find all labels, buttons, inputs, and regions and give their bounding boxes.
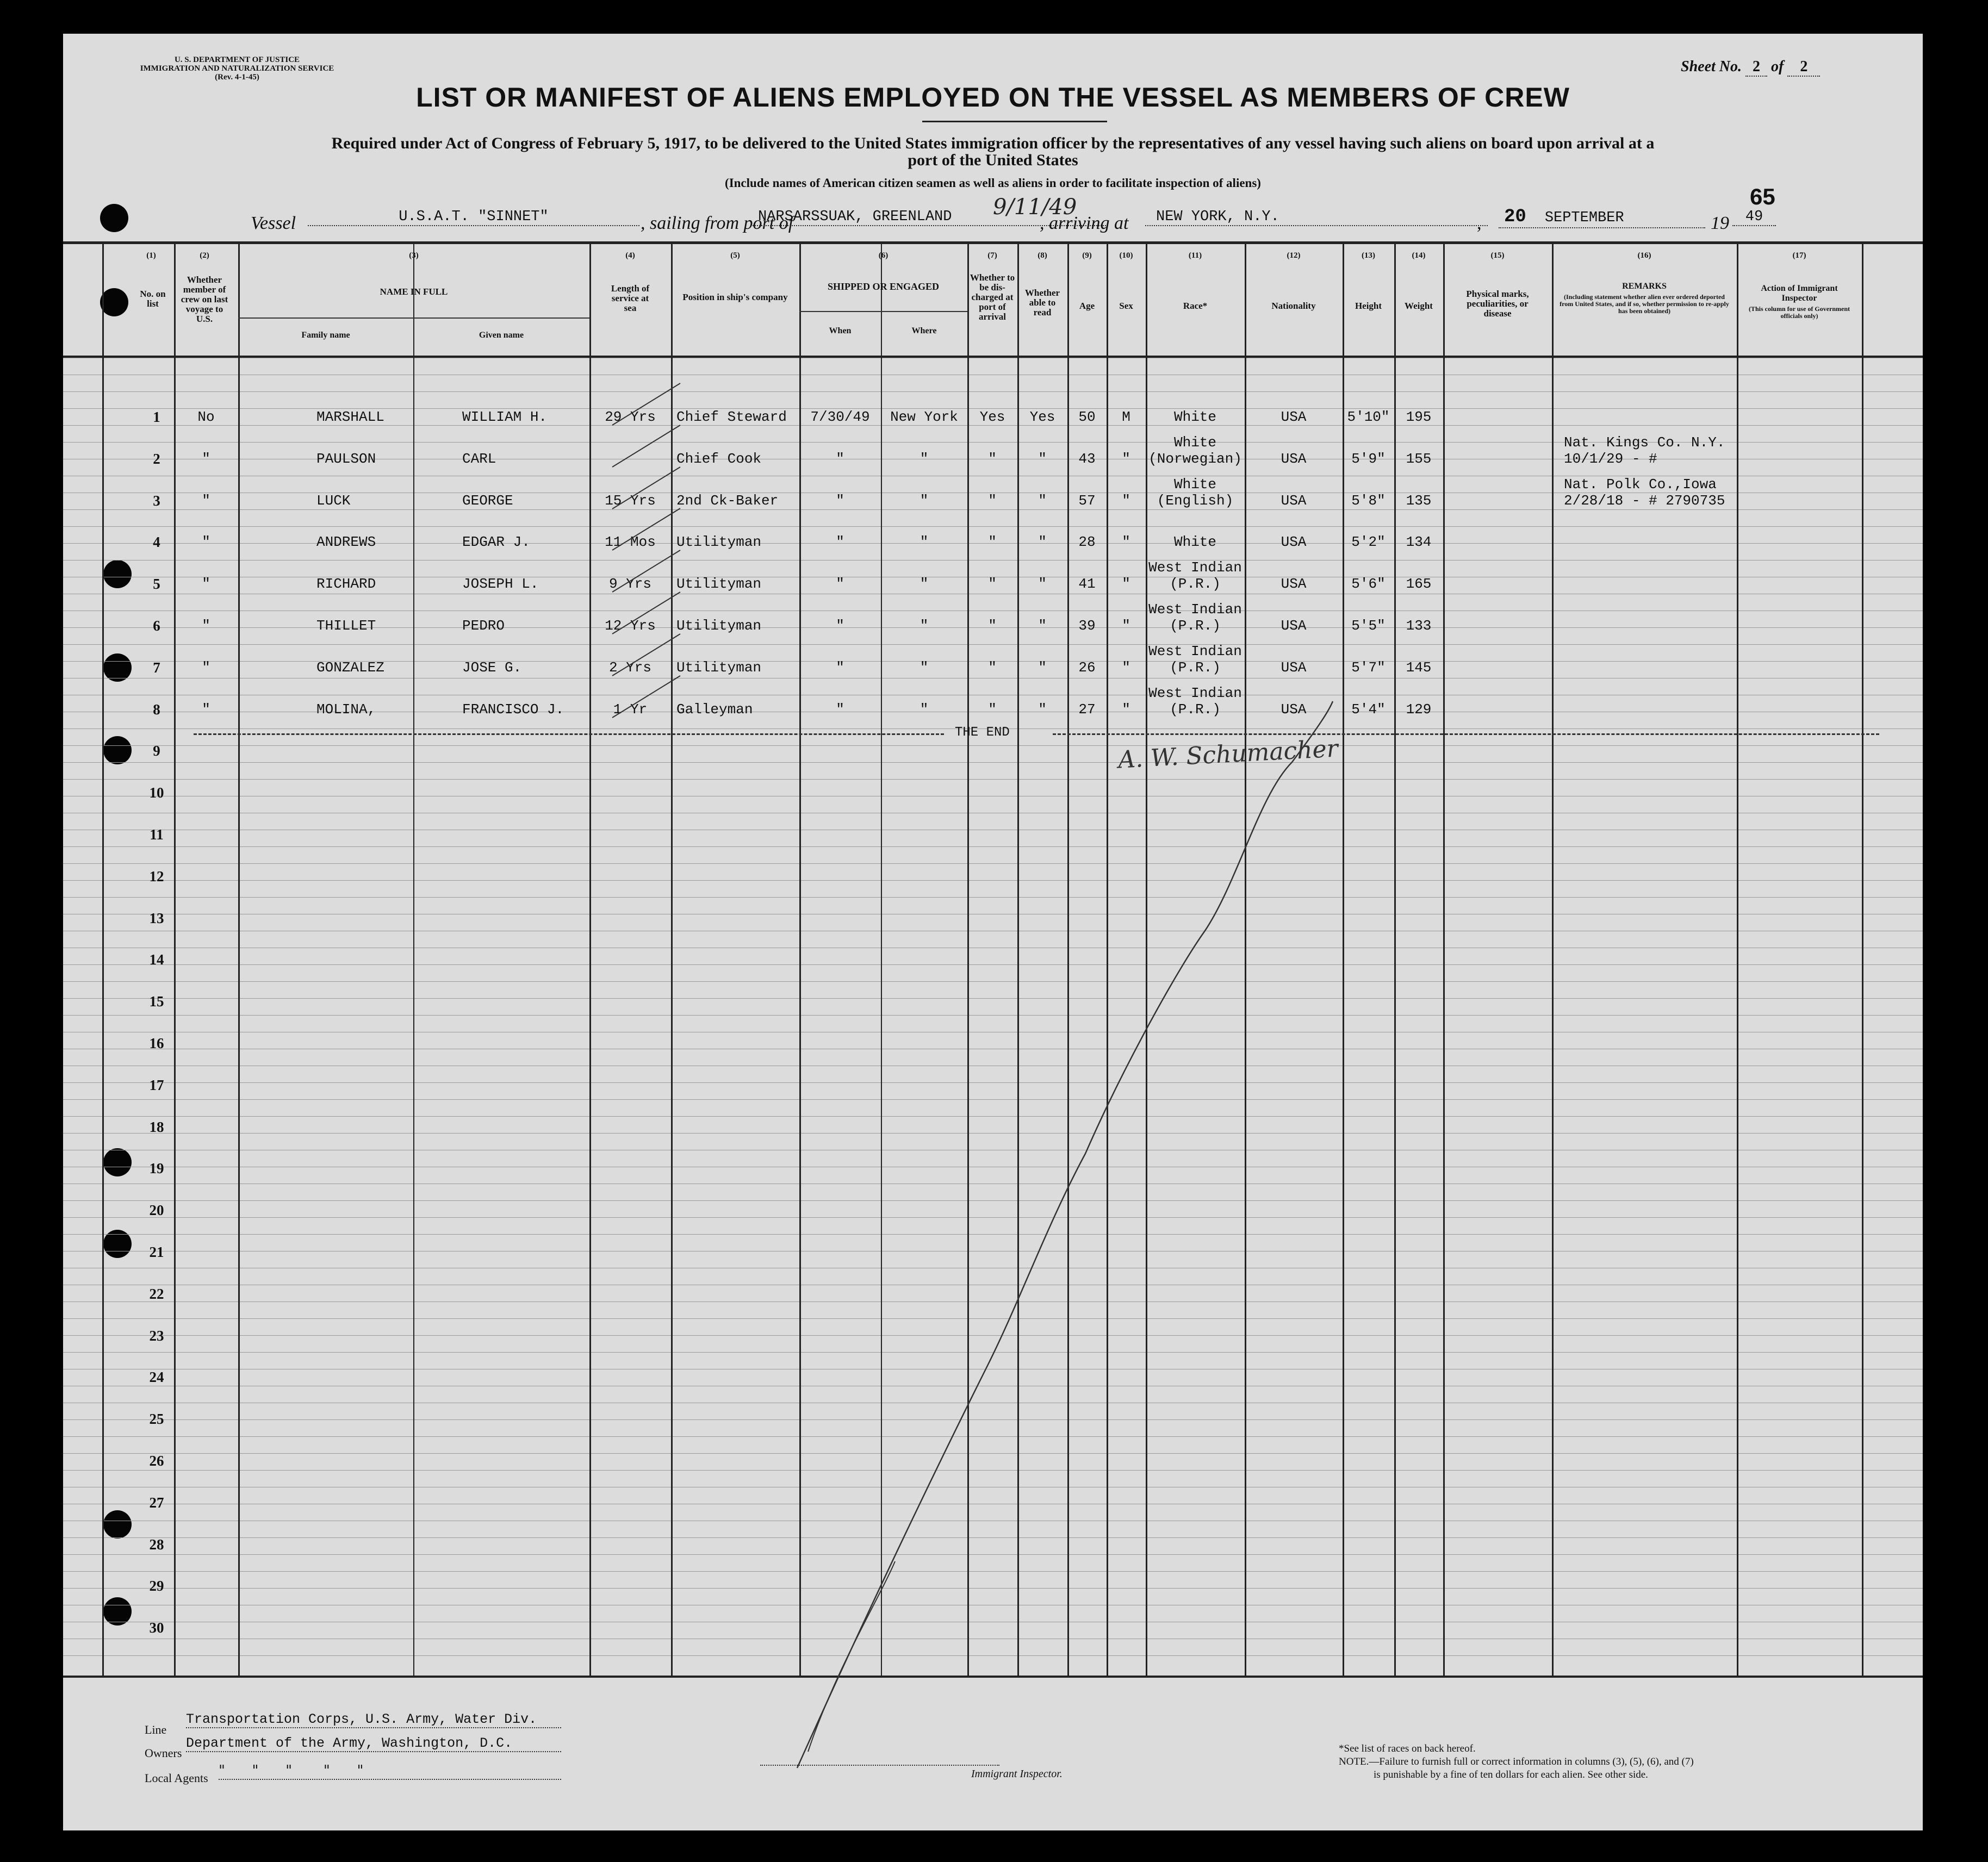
row-number: 19 [149, 1160, 164, 1177]
discharged-cell: " [988, 534, 997, 551]
col12-num: (12) [1287, 251, 1301, 260]
row-number: 1 [153, 409, 160, 425]
col6-num: (6) [878, 251, 889, 260]
agents-value: " " " " " [219, 1763, 561, 1780]
service-length-cell: 29 Yrs [605, 409, 656, 425]
weight-cell: 129 [1406, 701, 1432, 718]
vessel-name: U.S.A.T. "SINNET" [308, 209, 639, 226]
sheet-total-value: 2 [1787, 58, 1820, 77]
race-line-1: West Indian [1148, 601, 1242, 618]
shipped-where-cell: " [920, 534, 929, 551]
col15-header: Physical marks, peculiarities, or disease [1466, 289, 1529, 319]
shipped-when-cell: " [836, 450, 844, 467]
height-cell: 5'6" [1351, 576, 1386, 593]
height-cell: 5'8" [1351, 492, 1386, 509]
nationality-cell: USA [1281, 618, 1307, 634]
where-header: Where [911, 326, 937, 335]
row-number: 29 [149, 1578, 164, 1595]
cancellation-stroke [63, 34, 1923, 1830]
race-line-1: West Indian [1148, 684, 1242, 701]
row-number: 3 [153, 492, 160, 509]
line-label: Line [145, 1723, 167, 1736]
row-number: 8 [153, 701, 160, 718]
position-cell: Galleyman [676, 701, 753, 718]
family-name-cell: GONZALEZ [316, 659, 384, 676]
row-number: 4 [153, 534, 160, 551]
col17-note: (This column for use of Government officials only) [1748, 305, 1850, 320]
row-number: 21 [149, 1244, 164, 1260]
col10-header: Sex [1119, 301, 1133, 311]
handwritten-date: 9/11/49 [993, 195, 1077, 220]
col10-num: (10) [1119, 251, 1133, 260]
col5-header: Position in ship's company [682, 292, 788, 302]
last-voyage-cell: " [202, 618, 210, 634]
weight-cell: 133 [1406, 618, 1432, 634]
inspector-signature: A. W. Schumacher [1117, 734, 1339, 774]
age-cell: 26 [1078, 659, 1096, 676]
race-line-2: (English) [1157, 492, 1234, 509]
height-cell: 5'2" [1351, 534, 1386, 551]
col9-num: (9) [1082, 251, 1092, 260]
row-number: 13 [149, 910, 164, 926]
owners-value: Department of the Army, Washington, D.C. [186, 1735, 561, 1752]
col11-header: Race* [1183, 301, 1208, 311]
nationality-cell: USA [1281, 409, 1307, 425]
the-end-text: THE END [955, 725, 1010, 740]
height-cell: 5'5" [1351, 618, 1386, 634]
col17-num: (17) [1792, 251, 1806, 260]
family-name-cell: THILLET [316, 618, 376, 634]
sex-cell: M [1122, 409, 1130, 425]
row-number: 18 [149, 1118, 164, 1135]
page-number-65: 65 [1750, 184, 1775, 209]
row-number: 2 [153, 450, 160, 467]
sailing-label: , sailing from port of [641, 213, 794, 233]
family-name-cell: MOLINA, [316, 701, 376, 718]
last-voyage-cell: " [202, 450, 210, 467]
col4-num: (4) [625, 251, 635, 260]
shipped-where-cell: " [920, 450, 929, 467]
page-title: LIST OR MANIFEST OF ALIENS EMPLOYED ON THE VESSEL AS MEMBERS OF CREW [416, 82, 1570, 113]
able-to-read-cell: " [1038, 450, 1047, 467]
last-voyage-cell: " [202, 659, 210, 676]
sex-cell: " [1122, 534, 1130, 551]
col16-header: REMARKS [1622, 282, 1667, 291]
arriving-label: , arriving at [1040, 213, 1129, 233]
able-to-read-cell: Yes [1029, 409, 1055, 425]
col9-header: Age [1079, 301, 1095, 311]
race-line-2: (P.R.) [1170, 701, 1221, 718]
family-name-header: Family name [301, 331, 350, 340]
service-length-cell: 11 Mos [605, 534, 656, 551]
weight-cell: 145 [1406, 659, 1432, 676]
weight-cell: 165 [1406, 576, 1432, 593]
discharged-cell: " [988, 576, 997, 593]
to-port: NEW YORK, N.Y. [1145, 209, 1488, 226]
remarks-line-2: 10/1/29 - # [1564, 450, 1657, 467]
shipped-when-cell: " [836, 701, 844, 718]
shipped-when-cell: " [836, 534, 844, 551]
last-voyage-cell: No [197, 409, 215, 425]
col8-header: Whether able to read [1024, 288, 1060, 317]
age-cell: 43 [1078, 450, 1096, 467]
last-voyage-cell: " [202, 576, 210, 593]
able-to-read-cell: " [1038, 659, 1047, 676]
col5-num: (5) [730, 251, 740, 260]
able-to-read-cell: " [1038, 701, 1047, 718]
row-number: 25 [149, 1411, 164, 1428]
race-line-1: West Indian [1148, 559, 1242, 576]
race-line-2: (P.R.) [1170, 576, 1221, 593]
service-length-cell: 9 Yrs [608, 576, 651, 593]
age-cell: 27 [1078, 701, 1096, 718]
given-name-cell: PEDRO [462, 618, 505, 634]
age-cell: 39 [1078, 618, 1096, 634]
family-name-cell: PAULSON [316, 450, 376, 467]
discharged-cell: " [988, 618, 997, 634]
shipped-where-cell: " [920, 618, 929, 634]
nationality-cell: USA [1281, 492, 1307, 509]
agency-line-2: IMMIGRATION AND NATURALIZATION SERVICE [140, 64, 334, 73]
when-header: When [829, 326, 852, 335]
include-notice: (Include names of American citizen seamen as well as aliens in order to facilitate inspection of aliens) [725, 176, 1261, 190]
shipped-where-cell: " [920, 659, 929, 676]
remarks-line-2: 2/28/18 - # 2790735 [1564, 492, 1725, 509]
nationality-cell: USA [1281, 659, 1307, 676]
races-note: *See list of races on back hereof. [1339, 1743, 1476, 1754]
col3-header: NAME IN FULL [380, 287, 448, 297]
row-number: 17 [149, 1076, 164, 1093]
row-number: 23 [149, 1327, 164, 1344]
race-line-1: White [1173, 434, 1216, 451]
able-to-read-cell: " [1038, 534, 1047, 551]
sex-cell: " [1122, 450, 1130, 467]
height-cell: 5'7" [1351, 659, 1386, 676]
discharged-cell: " [988, 492, 997, 509]
nationality-cell: USA [1281, 576, 1307, 593]
sex-cell: " [1122, 576, 1130, 593]
col11-num: (11) [1188, 251, 1202, 260]
shipped-when-cell: 7/30/49 [810, 409, 870, 425]
penalty-note-2: is punishable by a fine of ten dollars for each alien. See other side. [1374, 1769, 1648, 1780]
height-cell: 5'10" [1347, 409, 1390, 425]
family-name-cell: MARSHALL [316, 409, 384, 425]
shipped-where-cell: " [920, 701, 929, 718]
row-number: 24 [149, 1369, 164, 1386]
row-number: 9 [153, 743, 160, 759]
position-cell: Utilityman [676, 618, 762, 634]
arrival-day-value: 20 [1504, 207, 1526, 227]
col3-num: (3) [409, 251, 419, 260]
row-number: 12 [149, 868, 164, 885]
position-cell: Utilityman [676, 659, 762, 676]
remarks-line-1: Nat. Polk Co.,Iowa [1564, 476, 1717, 493]
col1-num: (1) [146, 251, 156, 260]
service-length-cell: 15 Yrs [605, 492, 656, 509]
col1-header: No. on list [140, 289, 166, 309]
position-cell: Chief Cook [676, 450, 762, 467]
age-cell: 50 [1078, 409, 1096, 425]
col15-num: (15) [1490, 251, 1505, 260]
discharged-cell: Yes [979, 409, 1005, 425]
race-line-1: White [1173, 534, 1216, 551]
last-voyage-cell: " [202, 701, 210, 718]
weight-cell: 195 [1406, 409, 1432, 425]
weight-cell: 134 [1406, 534, 1432, 551]
row-number: 15 [149, 993, 164, 1010]
col17-header: Action of Immigrant Inspector [1761, 284, 1838, 303]
remarks-line-1: Nat. Kings Co. N.Y. [1564, 434, 1725, 451]
shipped-when-cell: " [836, 492, 844, 509]
row-number: 20 [149, 1202, 164, 1219]
able-to-read-cell: " [1038, 576, 1047, 593]
owners-label: Owners [145, 1746, 182, 1760]
row-number: 14 [149, 951, 164, 968]
last-voyage-cell: " [202, 492, 210, 509]
service-length-cell: 12 Yrs [605, 618, 656, 634]
height-cell: 5'4" [1351, 701, 1386, 718]
row-number: 16 [149, 1035, 164, 1051]
height-cell: 5'9" [1351, 450, 1386, 467]
col16-note: (Including statement whether alien ever ordered deported from United States, and if so, whether permission to re-apply has been obtained) [1560, 293, 1729, 315]
row-number: 11 [150, 826, 164, 843]
race-line-1: West Indian [1148, 643, 1242, 659]
col14-num: (14) [1412, 251, 1426, 260]
arrival-month-value: SEPTEMBER [1544, 210, 1624, 226]
comma-sep: , [1477, 213, 1482, 233]
form-revision: (Rev. 4-1-45) [215, 73, 259, 82]
agency-line-1: U. S. DEPARTMENT OF JUSTICE [174, 55, 300, 64]
col7-num: (7) [987, 251, 997, 260]
given-name-cell: EDGAR J. [462, 534, 530, 551]
col16-num: (16) [1637, 251, 1651, 260]
nationality-cell: USA [1281, 701, 1307, 718]
shipped-where-cell: " [920, 576, 929, 593]
col2-header: Whether member of crew on last voyage to U.S. [181, 275, 228, 324]
sex-cell: " [1122, 618, 1130, 634]
weight-cell: 155 [1406, 450, 1432, 467]
last-voyage-cell: " [202, 534, 210, 551]
row-number: 26 [149, 1453, 164, 1469]
col14-header: Weight [1405, 301, 1433, 311]
nationality-cell: USA [1281, 450, 1307, 467]
col8-num: (8) [1038, 251, 1047, 260]
sex-cell: " [1122, 659, 1130, 676]
sex-cell: " [1122, 701, 1130, 718]
family-name-cell: ANDREWS [316, 534, 376, 551]
age-cell: 41 [1078, 576, 1096, 593]
given-name-cell: WILLIAM H. [462, 409, 548, 425]
col13-num: (13) [1362, 251, 1375, 260]
shipped-where-cell: " [920, 492, 929, 509]
race-line-1: White [1173, 409, 1216, 425]
from-port: NARSARSSUAK, GREENLAND [753, 209, 1106, 226]
row-number: 6 [153, 618, 160, 634]
row-number: 27 [149, 1494, 164, 1511]
given-name-cell: GEORGE [462, 492, 513, 509]
family-name-cell: LUCK [316, 492, 351, 509]
sex-cell: " [1122, 492, 1130, 509]
col6-header: SHIPPED OR ENGAGED [827, 281, 940, 292]
sheet-no-value: 2 [1745, 58, 1767, 77]
able-to-read-cell: " [1038, 618, 1047, 634]
shipped-when-cell: " [836, 576, 844, 593]
given-name-header: Given name [479, 331, 524, 340]
vessel-label: Vessel [251, 213, 296, 233]
line-value: Transportation Corps, U.S. Army, Water Div. [186, 1711, 561, 1728]
weight-cell: 135 [1406, 492, 1432, 509]
row-number: 7 [153, 659, 160, 676]
race-line-2: (P.R.) [1170, 618, 1221, 634]
shipped-where-cell: New York [890, 409, 958, 425]
given-name-cell: JOSE G. [462, 659, 522, 676]
service-length-cell: 1 Yr [613, 701, 648, 718]
discharged-cell: " [988, 659, 997, 676]
row-number: 10 [149, 784, 164, 801]
year-prefix: 19 [1711, 213, 1729, 233]
discharged-cell: " [988, 701, 997, 718]
shipped-when-cell: " [836, 659, 844, 676]
col13-header: Height [1355, 301, 1382, 311]
family-name-cell: RICHARD [316, 576, 376, 593]
agents-label: Local Agents [145, 1771, 208, 1785]
required-line-2: port of the United States [908, 151, 1078, 169]
service-length-cell: 2 Yrs [608, 659, 651, 676]
position-cell: Chief Steward [676, 409, 787, 425]
age-cell: 57 [1078, 492, 1096, 509]
position-cell: Utilityman [676, 576, 762, 593]
nationality-cell: USA [1281, 534, 1307, 551]
inspector-signature-line [760, 1765, 999, 1766]
year-value: 49 [1732, 209, 1776, 226]
row-number: 5 [153, 576, 160, 593]
col7-header: Whether to be dis-charged at port of arrival [970, 272, 1015, 322]
inspector-label: Immigrant Inspector. [971, 1768, 1063, 1780]
given-name-cell: CARL [462, 450, 496, 467]
col12-header: Nationality [1271, 301, 1316, 311]
penalty-note-1: NOTE.—Failure to furnish full or correct information in columns (3), (5), (6), and (7) [1339, 1756, 1694, 1767]
race-line-1: White [1173, 476, 1216, 493]
col4-header: Length of service at sea [611, 283, 650, 313]
given-name-cell: JOSEPH L. [462, 576, 539, 593]
row-number: 30 [149, 1620, 164, 1636]
manifest-sheet [63, 34, 1923, 1830]
row-number: 22 [149, 1285, 164, 1302]
shipped-when-cell: " [836, 618, 844, 634]
position-cell: Utilityman [676, 534, 762, 551]
age-cell: 28 [1078, 534, 1096, 551]
position-cell: 2nd Ck-Baker [676, 492, 779, 509]
col2-num: (2) [200, 251, 209, 260]
sheet-of-label: of [1771, 58, 1784, 75]
row-number: 28 [149, 1536, 164, 1553]
race-line-2: (Norwegian) [1148, 450, 1242, 467]
discharged-cell: " [988, 450, 997, 467]
able-to-read-cell: " [1038, 492, 1047, 509]
required-line-1: Required under Act of Congress of February 5, 1917, to be delivered to the United States immigration officer by the representatives of any vessel having such aliens on board upon arrival at a [331, 134, 1655, 152]
sheet-label: Sheet No. [1681, 58, 1742, 75]
given-name-cell: FRANCISCO J. [462, 701, 564, 718]
race-line-2: (P.R.) [1170, 659, 1221, 676]
